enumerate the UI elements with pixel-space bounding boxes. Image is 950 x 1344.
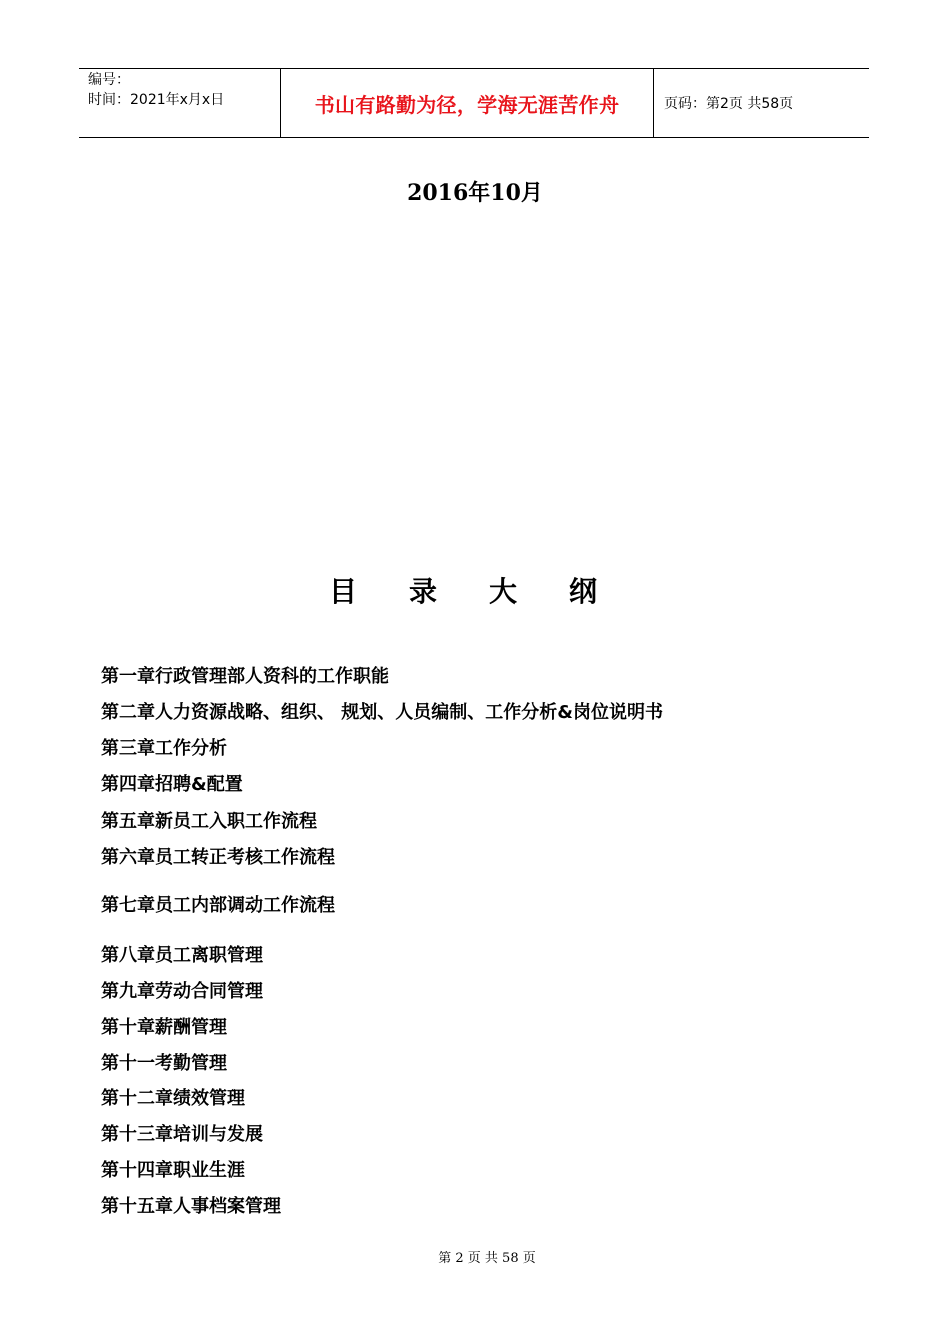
header-page-info: 页码：第2页 共58页 <box>664 96 794 112</box>
toc-item: 第十二章绩效管理 <box>101 1088 245 1109</box>
document-time-label: 时间：2021年x月x日 <box>88 92 225 108</box>
toc-item: 第六章员工转正考核工作流程 <box>101 847 335 868</box>
toc-item: 第四章招聘&配置 <box>101 774 243 795</box>
toc-item: 第九章劳动合同管理 <box>101 981 263 1002</box>
page-footer: 第 2 页 共 58 页 <box>438 1251 536 1266</box>
header-motto: 书山有路勤为径，学海无涯苦作舟 <box>314 92 620 117</box>
toc-item: 第一章行政管理部人资科的工作职能 <box>101 666 389 687</box>
toc-title: 目录大纲 <box>328 575 649 608</box>
document-number-label: 编号： <box>88 72 130 88</box>
document-header <box>79 68 869 138</box>
header-motto-cell <box>281 69 654 137</box>
toc-item: 第五章新员工入职工作流程 <box>101 811 317 832</box>
document-date: 2016年10月 <box>407 180 543 206</box>
toc-item: 第十三章培训与发展 <box>101 1124 263 1145</box>
toc-item: 第十五章人事档案管理 <box>101 1196 281 1217</box>
toc-item: 第七章员工内部调动工作流程 <box>101 895 335 916</box>
toc-item: 第八章员工离职管理 <box>101 945 263 966</box>
toc-item: 第二章人力资源战略、组织、 规划、人员编制、工作分析&岗位说明书 <box>101 702 663 723</box>
toc-item: 第十四章职业生涯 <box>101 1160 245 1181</box>
toc-item: 第十一考勤管理 <box>101 1053 227 1074</box>
toc-item: 第三章工作分析 <box>101 738 227 759</box>
toc-item: 第十章薪酬管理 <box>101 1017 227 1038</box>
header-page-cell <box>654 69 869 137</box>
header-left-cell <box>79 69 281 137</box>
